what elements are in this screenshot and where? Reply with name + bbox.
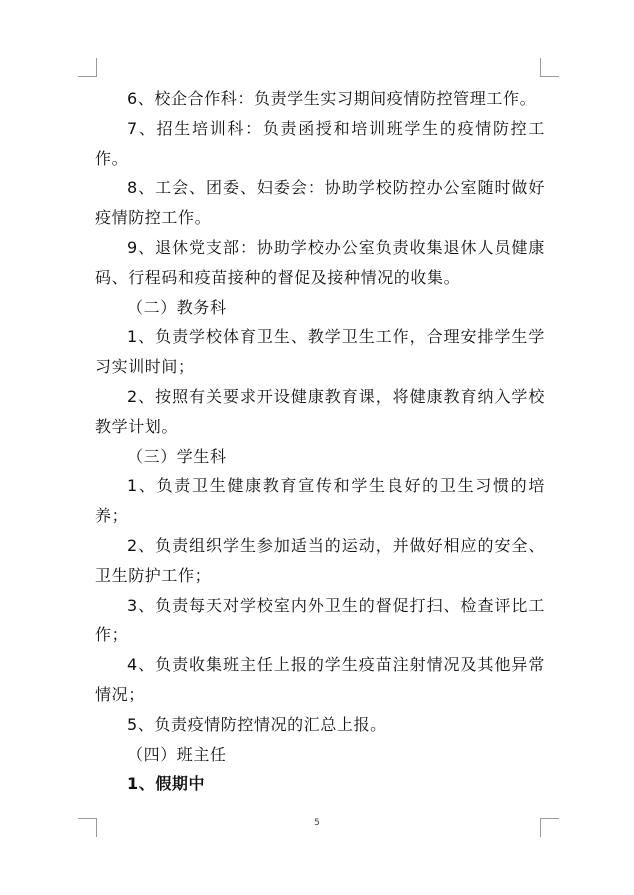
paragraph-7: 7、招生培训科：负责函授和培训班学生的疫情防控工作。 <box>95 118 545 168</box>
section-heading-2: （二）教务科 <box>127 297 227 317</box>
page-number: 5 <box>314 818 320 828</box>
crop-mark-top-right <box>540 58 559 77</box>
paragraph-9: 9、退休党支部：协助学校办公室负责收集退休人员健康码、行程码和疫苗接种的督促及接种情况的收集。 <box>95 237 545 287</box>
paragraph-jiaowu-1: 1、负责学校体育卫生、教学卫生工作，合理安排学生学习实训时间； <box>95 327 545 377</box>
crop-mark-top-left <box>78 58 97 77</box>
document-body <box>95 84 545 799</box>
section-heading-3: （三）学生科 <box>127 446 227 466</box>
section-heading-4: （四）班主任 <box>127 744 227 764</box>
subheading-holiday: 1、假期中 <box>127 774 206 794</box>
paragraph-xuesheng-4: 4、负责收集班主任上报的学生疫苗注射情况及其他异常情况； <box>95 655 545 704</box>
paragraph-xuesheng-2: 2、负责组织学生参加适当的运动，并做好相应的安全、卫生防护工作； <box>95 535 545 585</box>
paragraph-6: 6、校企合作科：负责学生实习期间疫情防控管理工作。 <box>127 89 537 108</box>
paragraph-xuesheng-3: 3、负责每天对学校室内外卫生的督促打扫、检查评比工作； <box>95 595 545 645</box>
paragraph-xuesheng-5: 5、负责疫情防控情况的汇总上报。 <box>127 714 387 734</box>
paragraph-8: 8、工会、团委、妇委会：协助学校防控办公室随时做好疫情防控工作。 <box>95 178 545 228</box>
paragraph-xuesheng-1: 1、负责卫生健康教育宣传和学生良好的卫生习惯的培养； <box>95 476 545 526</box>
paragraph-jiaowu-2: 2、按照有关要求开设健康教育课，将健康教育纳入学校教学计划。 <box>95 386 545 436</box>
